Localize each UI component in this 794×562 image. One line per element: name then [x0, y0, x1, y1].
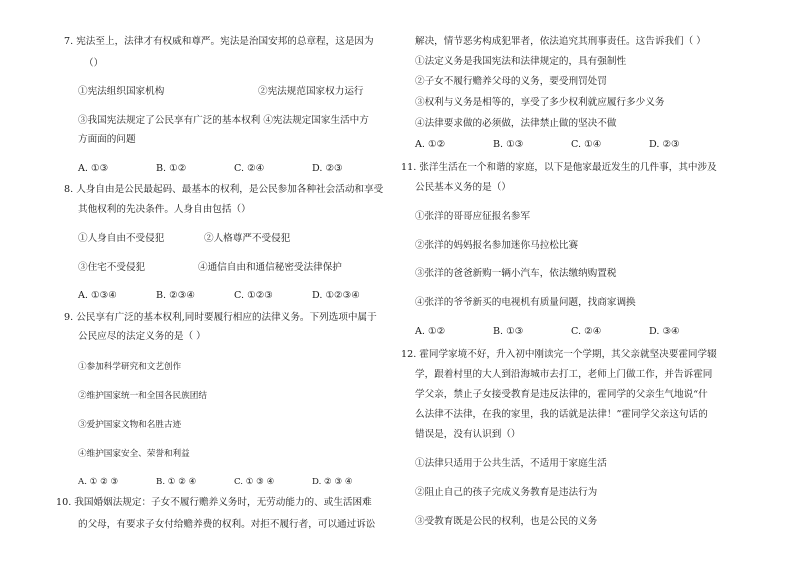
q9-statement-4: ④维护国家安全、荣誉和利益: [78, 449, 190, 459]
q9-stem-line1: 9. 公民享有广泛的基本权利,同时要履行相应的法律义务。下列选项中属于: [64, 312, 377, 323]
q11-option-d[interactable]: D. ③④: [649, 326, 680, 337]
q7-stem-line2: （）: [84, 58, 104, 69]
q7-statement-1: ①宪法组织国家机构: [78, 86, 165, 97]
q9-option-a[interactable]: A. ① ② ③: [78, 477, 119, 487]
q8-option-d[interactable]: D. ①②③④: [312, 290, 360, 301]
q7-option-d[interactable]: D. ②③: [312, 163, 343, 174]
q12-stem-line2: 学，跟着村里的大人到沿海城市去打工，老师上门做工作，并告诉霍同: [415, 369, 713, 380]
q8-stem-line1: 8. 人身自由是公民最起码、最基本的权利，是公民参加各种社会活动和享受: [64, 184, 384, 195]
q10-stem-line1: 10. 我国婚姻法规定：子女不履行赡养义务时，无劳动能力的、或生活困难: [56, 497, 372, 508]
q8-option-b[interactable]: B. ②③④: [156, 290, 195, 301]
q7-option-c[interactable]: C. ②④: [234, 163, 265, 174]
q10-option-b[interactable]: B. ①③: [493, 139, 524, 150]
q8-statement-2: ②人格尊严不受侵犯: [204, 233, 291, 244]
q10-statement-3: ③权利与义务是相等的，享受了多少权利就应履行多少义务: [415, 97, 665, 108]
q12-stem-line5: 错误是，没有认识到（）: [415, 429, 521, 440]
q10-stem-line3: 解决，情节恶劣构成犯罪者，依法追究其刑事责任。这告诉我们（ ）: [415, 36, 706, 47]
q11-statement-4: ④张洋的爷爷新买的电视机有质量问题，找商家调换: [415, 297, 636, 308]
q7-statement-3: ③我国宪法规定了公民享有广泛的基本权利 ④宪法规定国家生活中方: [78, 115, 369, 126]
q7-statement-4: 方面面的问题: [78, 134, 136, 145]
q10-statement-4: ④法律要求做的必须做，法律禁止做的坚决不做: [415, 118, 617, 129]
q11-stem-line1: 11. 张洋生活在一个和谐的家庭，以下是他家最近发生的几件事，其中涉及: [401, 162, 717, 173]
q10-stem-line2: 的父母，有要求子女付给赡养费的权利。对拒不履行者，可以通过诉讼: [78, 519, 376, 530]
q10-option-a[interactable]: A. ①②: [415, 139, 446, 150]
q8-stem-line2: 其他权利的先决条件。人身自由包括（）: [78, 204, 251, 215]
q11-option-c[interactable]: C. ②④: [571, 326, 602, 337]
q9-stem-line2: 公民应尽的法定义务的是（ ）: [78, 331, 206, 342]
q8-statement-1: ①人身自由不受侵犯: [78, 233, 165, 244]
q9-option-c[interactable]: C. ① ③ ④: [234, 477, 275, 487]
q10-statement-1: ①法定义务是我国宪法和法律规定的，具有强制性: [415, 56, 627, 67]
q8-statement-4: ④通信自由和通信秘密受法律保护: [198, 262, 342, 273]
q10-option-c[interactable]: C. ①④: [571, 139, 602, 150]
q9-statement-1: ①参加科学研究和文艺创作: [78, 362, 182, 372]
q9-option-b[interactable]: B. ① ② ④: [156, 477, 197, 487]
q9-statement-2: ②维护国家统一和全国各民族团结: [78, 391, 207, 401]
q8-statement-3: ③住宅不受侵犯: [78, 262, 146, 273]
q11-statement-1: ①张洋的哥哥应征报名参军: [415, 211, 531, 222]
q7-option-a[interactable]: A. ①③: [78, 163, 109, 174]
q11-option-b[interactable]: B. ①③: [493, 326, 524, 337]
q7-stem-line1: 7. 宪法至上，法律才有权威和尊严。宪法是治国安邦的总章程，这是因为: [64, 36, 374, 47]
q11-statement-3: ③张洋的爸爸新购一辆小汽车，依法缴纳购置税: [415, 268, 617, 279]
q9-statement-3: ③爱护国家文物和名胜古迹: [78, 420, 182, 430]
q8-option-a[interactable]: A. ①③④: [78, 290, 117, 301]
q7-statement-2: ②宪法规范国家权力运行: [258, 86, 364, 97]
q9-option-d[interactable]: D. ② ③ ④: [312, 477, 353, 487]
q12-stem-line3: 学父亲，禁止子女接受教育是违反法律的，霍同学的父亲生气地说“什: [415, 389, 708, 400]
q12-stem-line1: 12. 霍同学家境不好，升入初中刚读完一个学期，其父亲就坚决要霍同学辍: [401, 349, 717, 360]
q11-statement-2: ②张洋的妈妈报名参加迷你马拉松比赛: [415, 240, 579, 251]
q12-statement-1: ①法律只适用于公共生活，不适用于家庭生活: [415, 458, 607, 469]
q8-option-c[interactable]: C. ①②③: [234, 290, 273, 301]
q10-option-d[interactable]: D. ②③: [649, 139, 680, 150]
q12-statement-2: ②阻止自己的孩子完成义务教育是违法行为: [415, 487, 598, 498]
q11-option-a[interactable]: A. ①②: [415, 326, 446, 337]
q12-stem-line4: 么法律不法律，在我的家里，我的话就是法律！”霍同学父亲这句话的: [415, 409, 708, 420]
q7-option-b[interactable]: B. ①②: [156, 163, 187, 174]
q10-statement-2: ②子女不履行赡养父母的义务，要受刑罚处罚: [415, 76, 607, 87]
q11-stem-line2: 公民基本义务的是（）: [415, 182, 511, 193]
q12-statement-3: ③受教育既是公民的权利，也是公民的义务: [415, 516, 598, 527]
